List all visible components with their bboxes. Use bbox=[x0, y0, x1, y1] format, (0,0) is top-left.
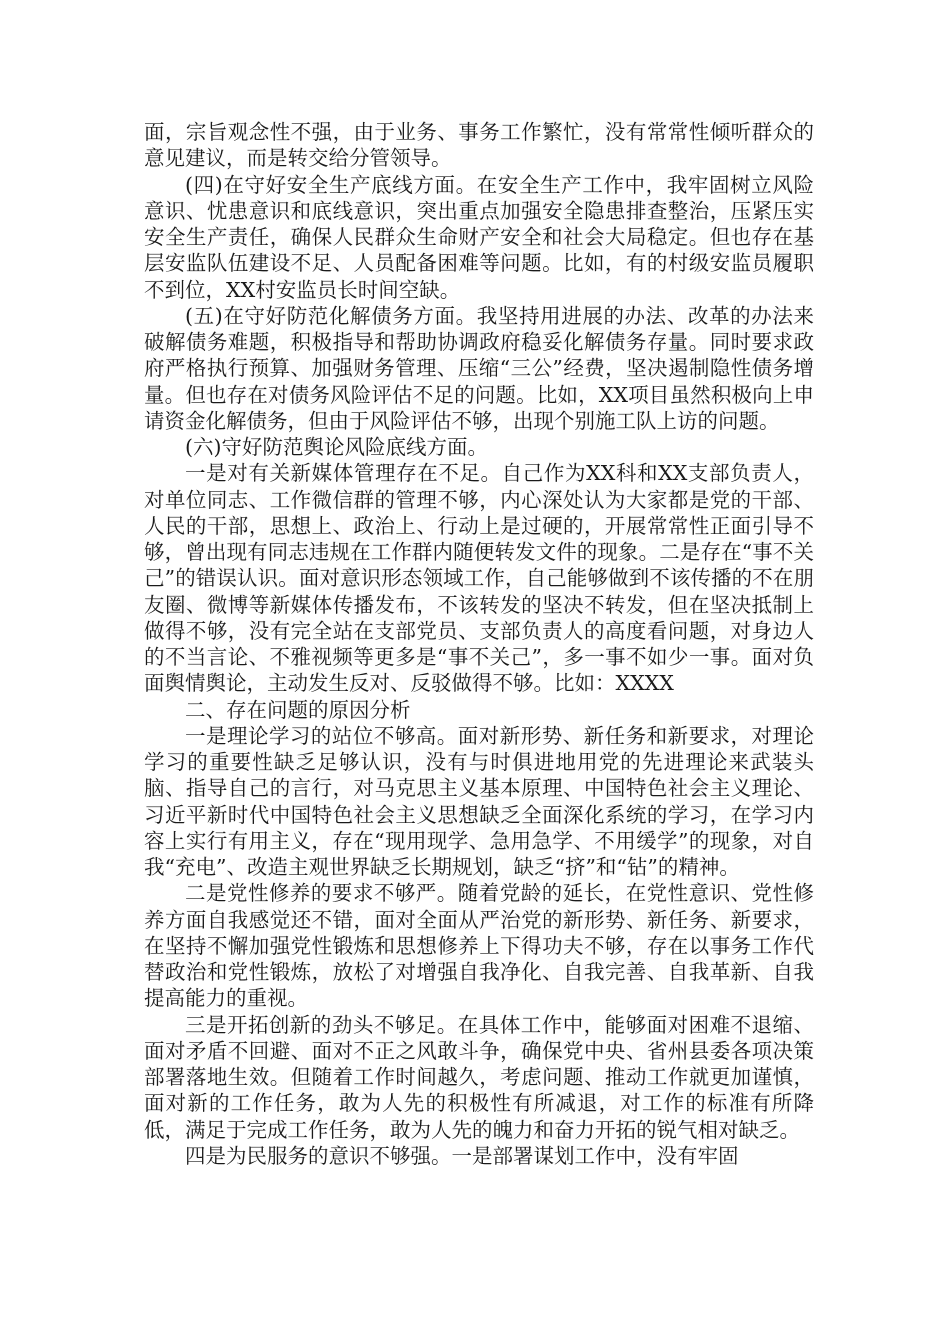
paragraph-public-opinion-heading: (六)守好防范舆论风险底线方面。 bbox=[185, 435, 488, 459]
section-heading-cause-analysis: 二、存在问题的原因分析 bbox=[185, 697, 411, 722]
paragraph-continuation: 面，宗旨观念性不强，由于业务、事务工作繁忙，没有常常性倾听群众的意见建议，而是转交给分管领导。 bbox=[144, 120, 814, 171]
paragraph-party-spirit: 二是党性修养的要求不够严。随着党龄的延长，在党性意识、党性修养方面自我感觉还不错，面对全面从严治党的新形势、新任务、新要求，在坚持不懈加强党性锻炼和思想修养上下得功夫不够，存在以事务工作代替政治和党性锻炼，放松了对增强自我净化、自我完善、自我革新、自我提高能力的重视。 bbox=[144, 881, 814, 1011]
paragraph-innovation: 三是开拓创新的劲头不够足。在具体工作中，能够面对困难不退缩、面对矛盾不回避、面对不正之风敢斗争，确保党中央、省州县委各项决策部署落地生效。但随着工作时间越久，考虑问题、推动工作就更加谨慎，面对新的工作任务，敢为人先的积极性有所减退，对工作的标准有所降低，满足于完成工作任务，敢为人先的魄力和奋力开拓的锐气相对缺乏。 bbox=[144, 1012, 814, 1142]
document-body bbox=[144, 119, 814, 1169]
paragraph-theory-study: 一是理论学习的站位不够高。面对新形势、新任务和新要求，对理论学习的重要性缺乏足够认识，没有与时俱进地用党的先进理论来武装头脑、指导自己的言行，对马克思主义基本原理、中国特色社会主义理论、习近平新时代中国特色社会主义思想缺乏全面深化系统的学习，在学习内容上实行有用主义，存在“现用现学、急用急学、不用缓学”的现象，对自我“充电”、改造主观世界缺乏长期规划，缺乏“挤”和“钻”的精神。 bbox=[144, 723, 814, 879]
paragraph-serve-people: 四是为民服务的意识不够强。一是部署谋划工作中，没有牢固 bbox=[185, 1143, 739, 1168]
paragraph-new-media: 一是对有关新媒体管理存在不足。自己作为XX科和XX支部负责人，对单位同志、工作微信群的管理不够，内心深处认为大家都是党的干部、人民的干部，思想上、政治上、行动上是过硬的，开展常常性正面引导不够，曾出现有同志违规在工作群内随便转发文件的现象。二是存在“事不关己”的错误认识。面对意识形态领域工作，自己能够做到不该传播的不在朋友圈、微博等新媒体传播发布，不该转发的坚决不转发，但在坚决抵制上做得不够，没有完全站在支部党员、支部负责人的高度看问题，对身边人的不当言论、不雅视频等更多是“事不关己”，多一事不如少一事。面对负面舆情舆论，主动发生反对、反驳做得不够。比如：XXXX bbox=[144, 461, 814, 696]
paragraph-debt-risk: (五)在守好防范化解债务方面。我坚持用进展的办法、改革的办法来破解债务难题，积极指导和帮助协调政府稳妥化解债务存量。同时要求政府严格执行预算、加强财务管理、压缩“三公”经费，坚决遏制隐性债务增量。但也存在对债务风险评估不足的问题。比如，XX项目虽然积极向上申请资金化解债务，但由于风险评估不够，出现个别施工队上访的问题。 bbox=[144, 303, 814, 433]
paragraph-safety-production: (四)在守好安全生产底线方面。在安全生产工作中，我牢固树立风险意识、忧患意识和底线意识，突出重点加强安全隐患排查整治，压紧压实安全生产责任，确保人民群众生命财产安全和社会大局稳定。但也存在基层安监队伍建设不足、人员配备困难等问题。比如，有的村级安监员履职不到位，XX村安监员长时间空缺。 bbox=[144, 172, 814, 302]
